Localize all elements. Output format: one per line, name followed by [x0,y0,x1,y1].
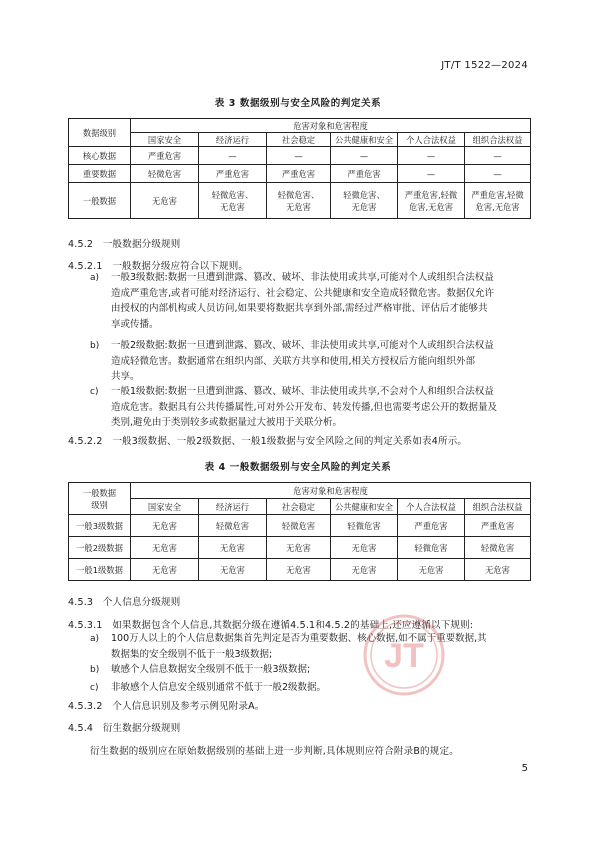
list-item-b: 一般2级数据:数据一旦遭到泄露、篡改、破坏、非法使用或共享,可能对个人或组织合法权益 造成轻微危害。数据通常在组织内部、关联方共享和使用,相关方授权后方能向组织外部 共享。 [111,340,494,383]
table3-col-header: 国家安全 [131,133,199,147]
table4-row-label: 一般3级数据 [69,515,131,537]
table3-col-header: 组织合法权益 [465,133,531,147]
table3-cell: — [199,147,267,165]
table3-cell: 严重危害 [199,165,267,183]
table4-cell: 无危害 [131,559,199,581]
table3-col-header: 个人合法权益 [398,133,465,147]
svg-text:JT: JT [384,637,424,675]
table4-cell: 无危害 [131,515,199,537]
page-number: 5 [521,763,528,774]
list-label: b) [90,341,100,351]
table4-cell: 无危害 [398,559,465,581]
table4-cell: 无危害 [131,537,199,559]
table3-cell: 严重危害 [331,165,398,183]
section-4-5-2-1: 4.5.2.1 一般数据分级应符合以下规则。 [68,261,249,272]
standard-code: JT/T 1522—2024 [441,60,528,71]
table3-group-header: 危害对象和危害程度 [131,119,531,133]
section-4-5-4-heading: 4.5.4 衍生数据分级规则 [68,723,181,734]
table3-cell: 轻微危害、 无危害 [267,183,331,219]
table3-cell: 严重危害 [267,165,331,183]
section-4-5-4-text: 衍生数据的级别应在原始数据级别的基础上进一步判断,具体规则应符合附录B的规定。 [90,746,459,757]
table4-col-header: 经济运行 [199,499,267,515]
table4-col-header: 国家安全 [131,499,199,515]
table3-row-label: 一般数据 [69,183,131,219]
table3-cell: — [398,147,465,165]
table3-col-header: 经济运行 [199,133,267,147]
table4-cell: 无危害 [331,559,398,581]
table4-cell: 无危害 [465,559,531,581]
table4-cell: 无危害 [199,559,267,581]
table3-col-header: 社会稳定 [267,133,331,147]
list-label: a) [90,634,100,644]
table4-cell: 严重危害 [465,515,531,537]
table3-cell: 严重危害 [131,147,199,165]
table4-cell: 无危害 [267,559,331,581]
table4-col0-header: 一般数据 级别 [69,483,131,515]
table3 [68,118,531,219]
list-item-b: 敏感个人信息数据安全级别不低于一般3级数据; [111,664,311,675]
table4-group-header: 危害对象和危害程度 [131,483,531,499]
table4-col-header: 社会稳定 [267,499,331,515]
table4-cell: 轻微危害 [331,515,398,537]
table3-cell: 轻微危害、 无危害 [331,183,398,219]
list-item-c: 一般1级数据:数据一旦遭到泄露、篡改、破坏、非法使用或共享,不会对个人和组织合法权益 造成危害。数据具有公共传播属性,可对外公开发布、转发传播,但也需要考虑公开的数据量及 类别,避免由于类别较多或数据量过大被用于关联分析。 [111,386,498,429]
list-item-c: 非敏感个人信息安全级别通常不低于一般2级数据。 [111,682,327,693]
table3-row-label: 核心数据 [69,147,131,165]
list-item-a: 100万人以上的个人信息数据集首先判定是否为重要数据、核心数据,如不属于重要数据,其 数据集的安全级别不低于一般3级数据; [111,633,487,660]
list-label: c) [90,387,99,397]
table3-cell: — [465,165,531,183]
section-4-5-2-2: 4.5.2.2 一般3级数据、一般2级数据、一般1级数据与安全风险之间的判定关系如表4所示。 [68,436,468,447]
jt-seal-watermark [362,613,446,697]
table4-cell: 无危害 [199,537,267,559]
section-4-5-3-1: 4.5.3.1 如果数据包含个人信息,其数据分级在遵循4.5.1和4.5.2的基础上,还应遵循以下规则: [68,620,474,631]
list-label: b) [90,665,100,675]
table3-row-label: 重要数据 [69,165,131,183]
table4-cell: 轻微危害 [465,537,531,559]
table4-cell: 无危害 [267,537,331,559]
table3-cell: 严重危害,轻微 危害,无危害 [398,183,465,219]
table3-cell: 严重危害,轻微 危害,无危害 [465,183,531,219]
list-item-a: 一般3级数据:数据一旦遭到泄露、篡改、破坏、非法使用或共享,可能对个人或组织合法权益 造成严重危害,或者可能对经济运行、社会稳定、公共健康和安全造成轻微危害。数据仅允许 由授权的内部机构或人员访问,如果要将数据共享到外部,需经过严格审批、评估后才能够共 享或传播。 [111,272,495,330]
table4-cell: 轻微危害 [199,515,267,537]
section-4-5-2-heading: 4.5.2 一般数据分级规则 [68,239,181,250]
table3-col-header: 公共健康和安全 [331,133,398,147]
table3-cell: — [465,147,531,165]
table4-col-header: 个人合法权益 [398,499,465,515]
table4-caption: 表 4 一般数据级别与安全风险的判定关系 [204,462,392,473]
table4-cell: 轻微危害 [398,537,465,559]
table4-col-header: 公共健康和安全 [331,499,398,515]
list-label: c) [90,683,99,693]
list-label: a) [90,273,100,283]
table3-cell: 无危害 [131,183,199,219]
table4-col-header: 组织合法权益 [465,499,531,515]
table3-cell: — [267,147,331,165]
table4-cell: 无危害 [331,537,398,559]
table3-cell: — [398,165,465,183]
table4 [68,482,531,581]
table3-cell: — [331,147,398,165]
table4-cell: 轻微危害 [267,515,331,537]
table3-cell: 轻微危害 [131,165,199,183]
table4-cell: 严重危害 [398,515,465,537]
table4-row-label: 一般2级数据 [69,537,131,559]
table3-cell: 轻微危害、 无危害 [199,183,267,219]
table3-caption: 表 3 数据级别与安全风险的判定关系 [214,98,382,109]
section-4-5-3-heading: 4.5.3 个人信息分级规则 [68,597,181,608]
section-4-5-3-2: 4.5.3.2 个人信息识别及参考示例见附录A。 [68,701,265,712]
table3-col0-header: 数据级别 [69,119,131,147]
table4-row-label: 一般1级数据 [69,559,131,581]
